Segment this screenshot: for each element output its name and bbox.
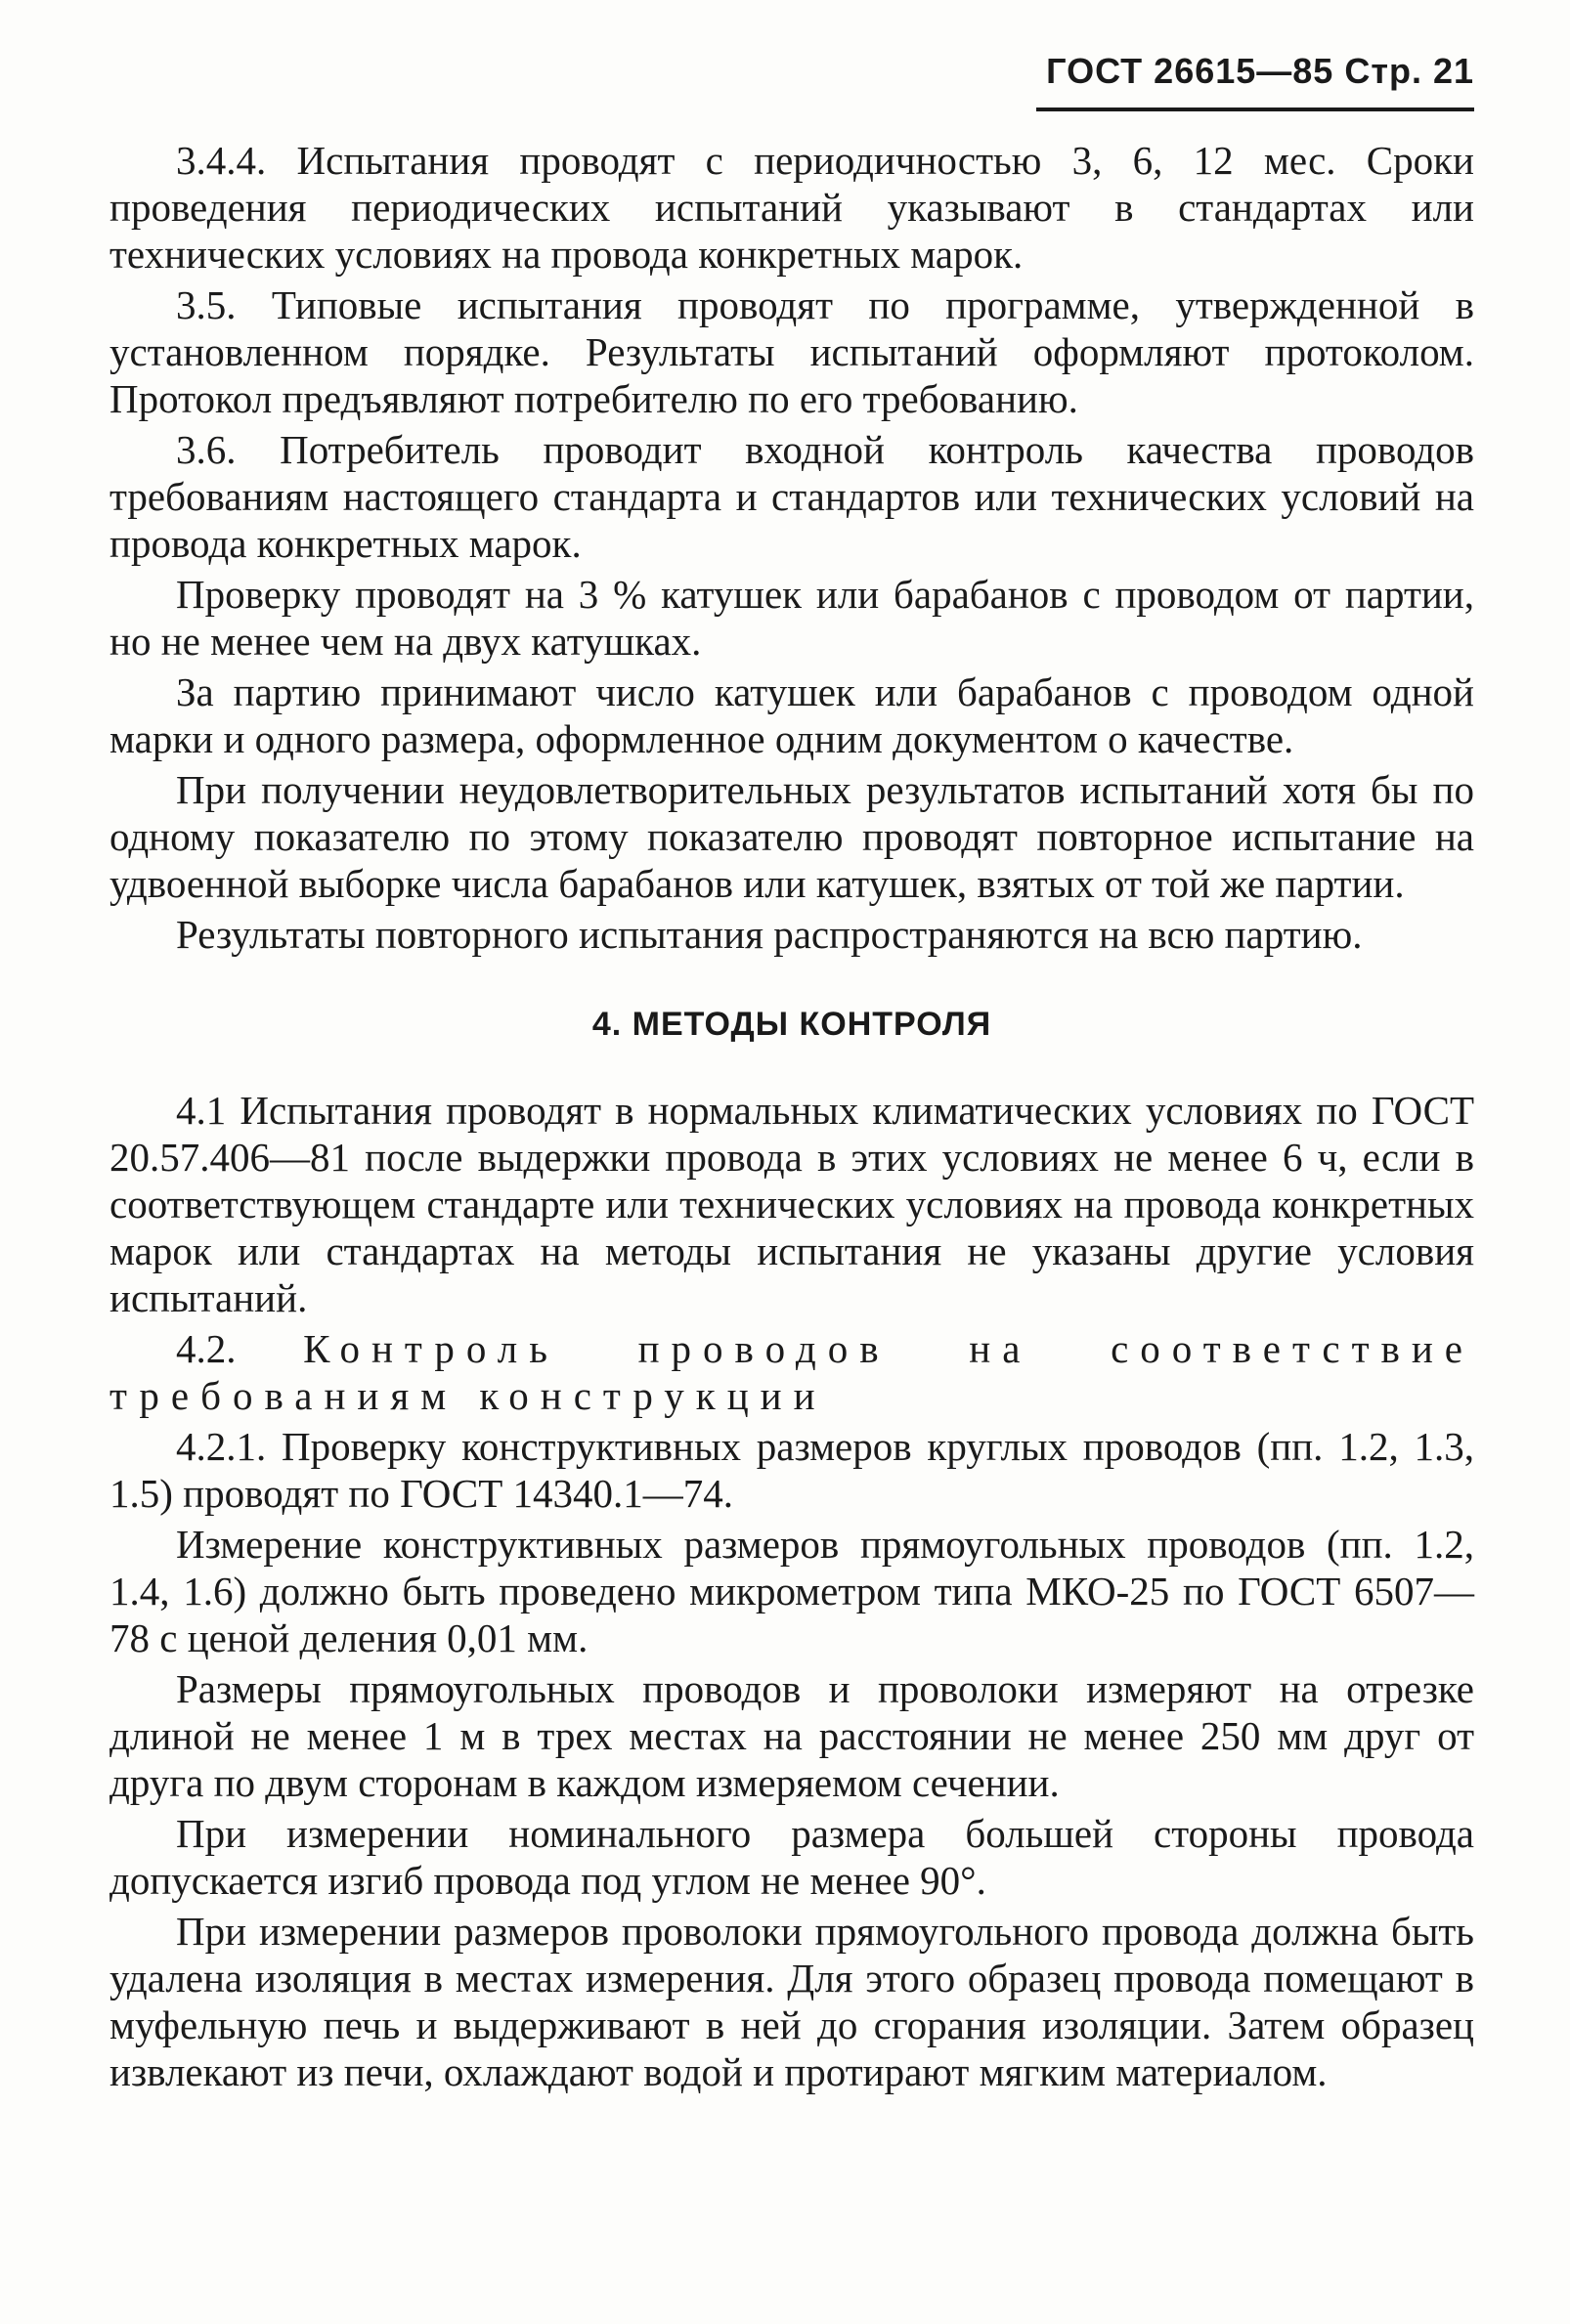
paragraph-4-2-number: 4.2. xyxy=(176,1326,237,1371)
paragraph-rect-measure: Измерение конструктивных размеров прямоугольных проводов (пп. 1.2, 1.4, 1.6) должно быть проведено микрометром типа МКО-25 по ГОСТ 6507—78 с ценой деления 0,01 мм. xyxy=(109,1522,1474,1660)
header-rule xyxy=(1036,108,1474,111)
paragraph-4-2-1: 4.2.1. Проверку конструктивных размеров круглых проводов (пп. 1.2, 1.3, 1.5) проводят по ГОСТ 14340.1—74. xyxy=(109,1424,1474,1516)
document-body xyxy=(109,137,1474,2099)
page-header: ГОСТ 26615—85 Стр. 21 xyxy=(1046,51,1474,91)
paragraph-batch: За партию принимают число катушек или барабанов с проводом одной марки и одного размера, оформленное одним документом о качестве. xyxy=(109,669,1474,761)
paragraph-3-6: 3.6. Потребитель проводит входной контроль качества проводов требованиям настоящего стандарта и стандартов или технических условий на провода конкретных марок. xyxy=(109,427,1474,566)
paragraph-4-2-heading: Контроль проводов на соответствие требованиям конструкции xyxy=(109,1326,1475,1418)
paragraph-3-4-4: 3.4.4. Испытания проводят с периодичностью 3, 6, 12 мес. Сроки проведения периодических испытаний указывают в стандартах или технических условиях на провода конкретных марок. xyxy=(109,138,1474,277)
paragraph-retest: При получении неудовлетворительных результатов испытаний хотя бы по одному показателю по этому показателю проводят повторное испытание на удвоенной выборке числа барабанов или катушек, взятых от той же партии. xyxy=(109,767,1474,906)
section-title: 4. МЕТОДЫ КОНТРОЛЯ xyxy=(591,1006,992,1043)
paragraph-sampling: Проверку проводят на 3 % катушек или барабанов с проводом от партии, но не менее чем на двух катушках. xyxy=(109,572,1474,664)
paragraph-3-5: 3.5. Типовые испытания проводят по программе, утвержденной в установленном порядке. Результаты испытаний оформляют протоколом. Протокол предъявляют потребителю по его требованию. xyxy=(109,282,1474,421)
paragraph-4-2 xyxy=(109,1325,1474,1419)
paragraph-bend: При измерении номинального размера большей стороны провода допускается изгиб провода под углом не менее 90°. xyxy=(109,1811,1474,1903)
paragraph-rect-sizes: Размеры прямоугольных проводов и проволоки измеряют на отрезке длиной не менее 1 м в трех местах на расстоянии не менее 250 мм друг от друга по двум сторонам в каждом измеряемом сечении. xyxy=(109,1666,1474,1805)
paragraph-4-1: 4.1 Испытания проводят в нормальных климатических условиях по ГОСТ 20.57.406—81 после выдержки провода в этих условиях не менее 6 ч, если в соответствующем стандарте или технических условиях на провода конкретных марок или стандартах на методы испытания не указаны другие условия испытаний. xyxy=(109,1088,1474,1320)
paragraph-retest-results: Результаты повторного испытания распространяются на всю партию. xyxy=(176,912,1363,957)
paragraph-insulation-removal: При измерении размеров проволоки прямоугольного провода должна быть удалена изоляция в местах измерения. Для этого образец провода помещают в муфельную печь и выдерживают в ней до сгорания изоляции. Затем образец извлекают из печи, охлаждают водой и протирают мягким материалом. xyxy=(109,1909,1474,2094)
